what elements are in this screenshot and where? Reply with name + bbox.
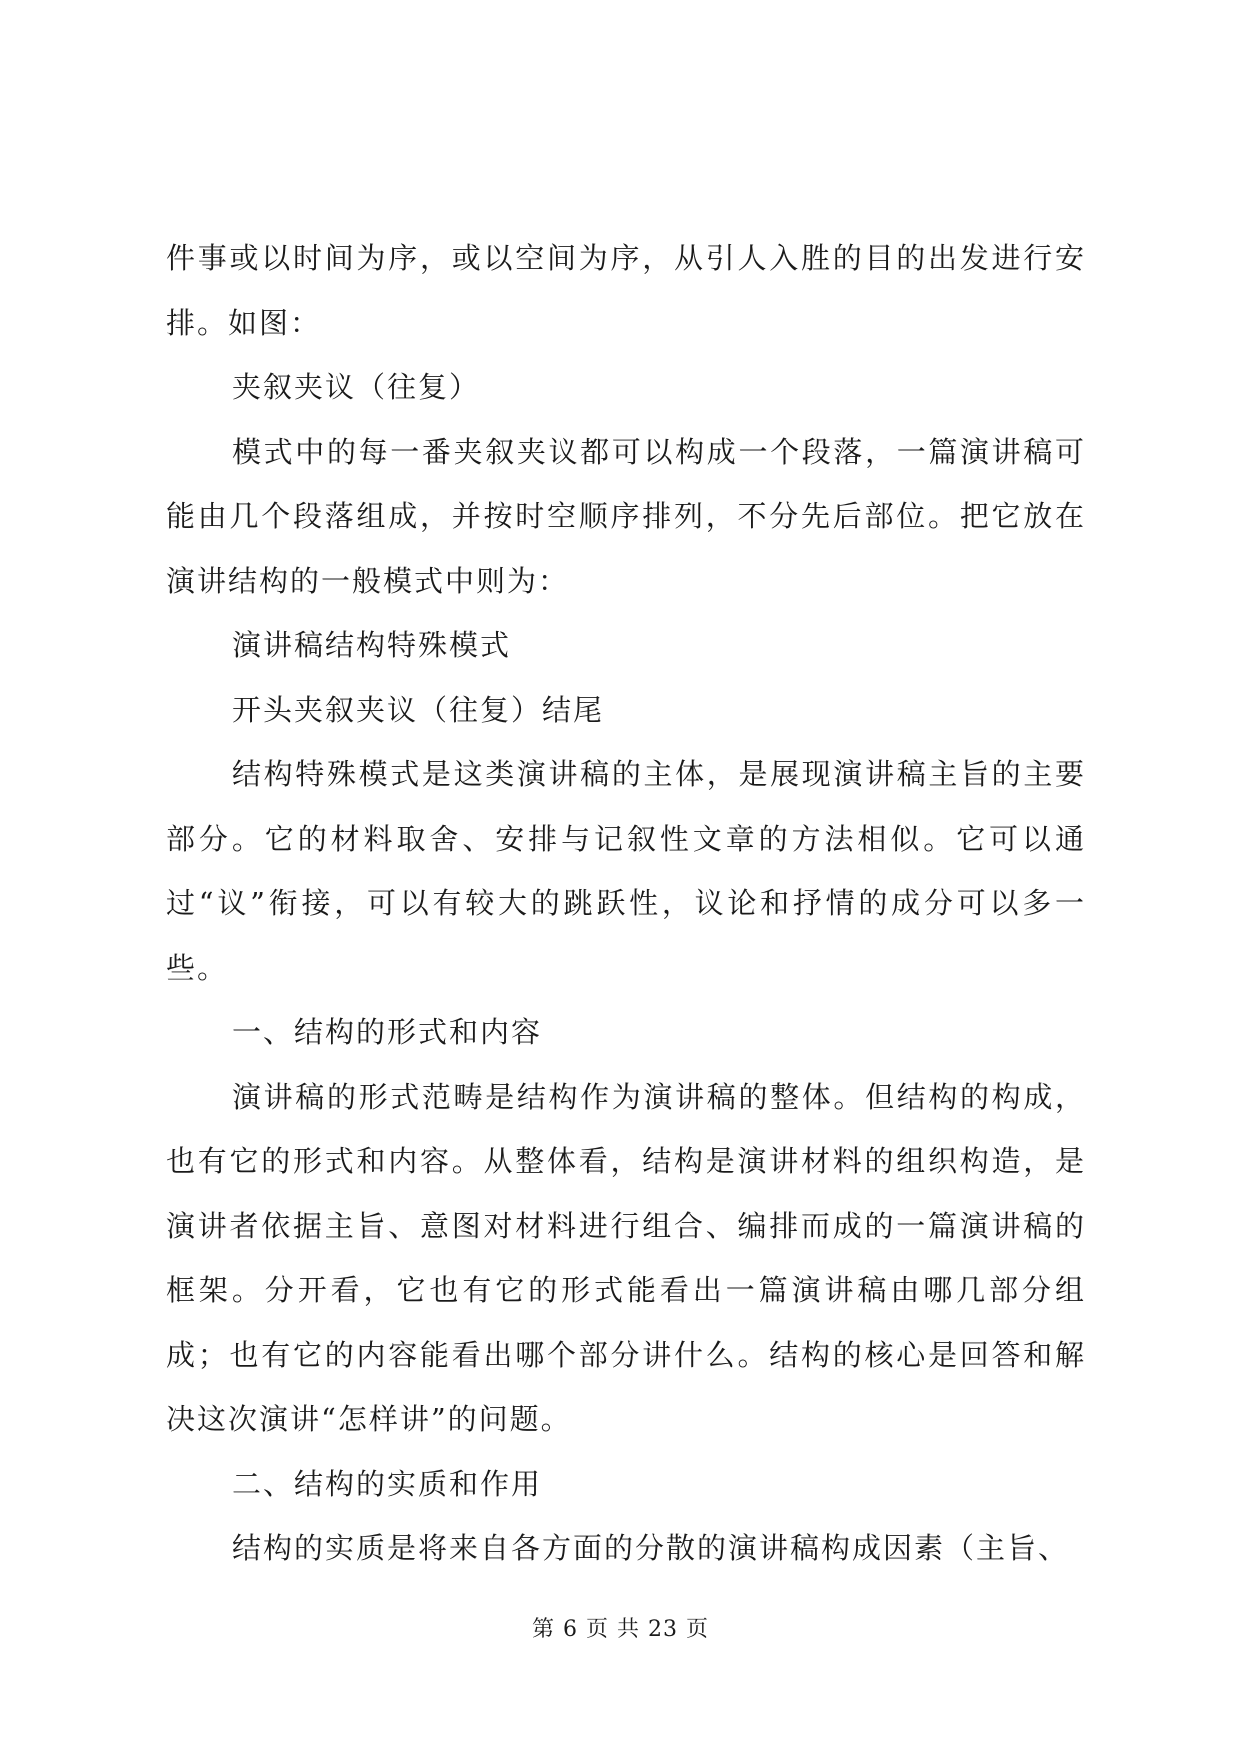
- paragraph-6: 结构特殊模式是这类演讲稿的主体，是展现演讲稿主旨的主要部分。它的材料取舍、安排与记叙性文章的方法相似。它可以通过“议”衔接，可以有较大的跳跃性，议论和抒情的成分可以多一些。: [166, 757, 1086, 985]
- paragraph-1: 件事或以时间为序，或以空间为序，从引人入胜的目的出发进行安排。如图：: [166, 241, 1086, 340]
- page-number-footer: 第 6 页 共 23 页: [532, 1617, 709, 1642]
- paragraph-7: 演讲稿的形式范畴是结构作为演讲稿的整体。但结构的构成，也有它的形式和内容。从整体看，结构是演讲材料的组织构造，是演讲者依据主旨、意图对材料进行组合、编排而成的一篇演讲稿的框架。分开看，它也有它的形式能看出一篇演讲稿由哪几部分组成；也有它的内容能看出哪个部分讲什么。结构的核心是回答和解决这次演讲“怎样讲”的问题。: [166, 1079, 1086, 1436]
- section-heading-2: 二、结构的实质和作用: [232, 1466, 543, 1501]
- paragraph-5: 开头夹叙夹议（往复）结尾: [232, 692, 605, 727]
- paragraph-2: 夹叙夹议（往复）: [232, 370, 481, 404]
- paragraph-4: 演讲稿结构特殊模式: [232, 628, 512, 662]
- document-body: [166, 226, 1086, 1581]
- section-heading-1: 一、结构的形式和内容: [232, 1015, 543, 1049]
- paragraph-8: 结构的实质是将来自各方面的分散的演讲稿构成因素（主旨、: [232, 1531, 1070, 1565]
- paragraph-3: 模式中的每一番夹叙夹议都可以构成一个段落，一篇演讲稿可能由几个段落组成，并按时空顺序排列，不分先后部位。把它放在演讲结构的一般模式中则为：: [166, 434, 1086, 598]
